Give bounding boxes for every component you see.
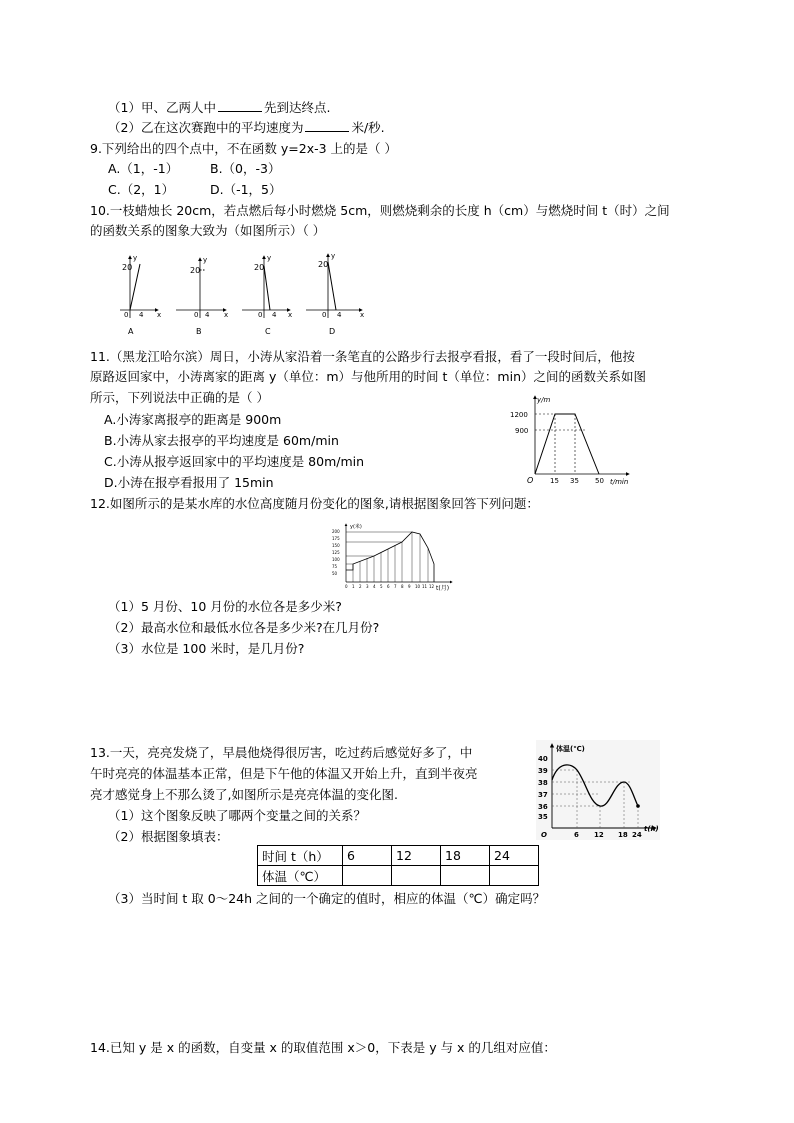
- graph-c-label: C: [265, 327, 271, 336]
- table-cell-blank: [490, 866, 539, 886]
- graph-d-x-value: 4: [337, 311, 342, 319]
- graph-a-y-axis-label: y: [133, 254, 138, 262]
- y-tick: 100: [332, 557, 340, 562]
- q10-graph-c: [242, 254, 292, 336]
- x-tick: 5: [380, 584, 383, 589]
- q12-question-3: （3）水位是 100 米时，是几月份?: [108, 641, 305, 656]
- x-tick: 8: [401, 584, 404, 589]
- y-tick: 125: [332, 550, 340, 555]
- graph-c-y-axis-label: y: [267, 254, 272, 262]
- graph-b-x-value: 4: [205, 311, 210, 319]
- graph-a-x-axis-label: x: [157, 311, 162, 319]
- y-tick: 37: [538, 791, 548, 799]
- graph-d-line: [328, 262, 336, 310]
- y-tick: 150: [332, 543, 340, 548]
- x-tick: 6: [387, 584, 390, 589]
- q13-chart: [536, 740, 660, 840]
- q11-stem-line2: 原路返回家中，小涛离家的距离 y（单位：m）与他所用的时间 t（单位：min）之间的函数关系如图: [90, 369, 646, 384]
- y-tick: 36: [538, 803, 548, 811]
- answer-blank: [218, 99, 262, 112]
- q8-sub1: （1）甲、乙两人中 先到达终点.: [108, 100, 331, 115]
- graph-a-y-value: 20: [122, 263, 133, 272]
- x-tick: 9: [408, 584, 411, 589]
- x-tick: 35: [570, 477, 579, 485]
- table-cell: 24: [490, 846, 539, 866]
- origin-label: O: [527, 476, 534, 485]
- table-cell-blank: [441, 866, 490, 886]
- y-tick: 175: [332, 536, 340, 541]
- q9-option-a: A.（1，-1）: [108, 161, 179, 176]
- y-tick: 50: [332, 571, 338, 576]
- q13-stem-line3: 亮才感觉身上不那么烫了,如图所示是亮亮体温的变化图.: [90, 787, 398, 802]
- q12-question-1: （1）5 月份、10 月份的水位各是多少米?: [108, 599, 342, 614]
- x-tick: 7: [394, 584, 397, 589]
- table-cell: 18: [441, 846, 490, 866]
- graph-d-y-value: 20: [318, 260, 329, 269]
- q10-stem-line1: 10.一枝蜡烛长 20cm，若点燃后每小时燃烧 5cm，则燃烧剩余的长度 h（cm）与燃烧时间 t（时）之间: [90, 203, 670, 218]
- table-cell-blank: [392, 866, 441, 886]
- y-label: y/m: [537, 396, 551, 404]
- q10-graph-a: [120, 254, 161, 336]
- q12-question-2: （2）最高水位和最低水位各是多少米?在几月份?: [108, 620, 380, 635]
- graph-d-y-axis-label: y: [331, 252, 336, 260]
- table-cell-blank: [343, 866, 392, 886]
- x-tick: 1: [352, 584, 355, 589]
- answer-blank: [305, 119, 349, 132]
- y-tick: 40: [538, 755, 548, 763]
- q14-stem: 14.已知 y 是 x 的函数，自变量 x 的取值范围 x＞0，下表是 y 与 x 的几组对应值：: [90, 1040, 556, 1055]
- y-tick: 1200: [510, 411, 528, 419]
- graph-b-y-value: 20: [190, 266, 201, 275]
- q11-stem-line3: 所示，下列说法中正确的是（ ）: [90, 390, 269, 405]
- graph-c-x-value: 4: [272, 311, 277, 319]
- x-tick: 6: [574, 831, 579, 839]
- origin-label: O: [541, 831, 547, 839]
- graph-a-origin: 0: [124, 311, 129, 319]
- q10-graph-d: [306, 252, 364, 336]
- q9-option-c: C.（2，1）: [108, 182, 175, 197]
- q11-stem-line1: 11.（黑龙江哈尔滨）周日，小涛从家沿着一条笔直的公路步行去报亭看报，看了一段时间后，他按: [90, 349, 635, 364]
- q8-sub2: （2）乙在这次赛跑中的平均速度为 米/秒.: [108, 120, 385, 135]
- q13-table: [257, 845, 539, 886]
- table-header-cell: 时间 t（h）: [258, 846, 343, 866]
- q9-stem: 9.下列给出的四个点中，不在函数 y=2x-3 上的是（ ）: [90, 141, 398, 156]
- y-tick: 900: [515, 427, 529, 435]
- graph-b-x-axis-label: x: [224, 311, 229, 319]
- y-tick: 35: [538, 813, 548, 821]
- q12-stem: 12.如图所示的是某水库的水位高度随月份变化的图象,请根据图象回答下列问题：: [90, 496, 539, 511]
- x-label: t(h): [644, 825, 659, 833]
- q11-option-a: A.小涛家离报亭的距离是 900m: [104, 412, 282, 427]
- graph-c-line: [264, 266, 270, 310]
- q11-option-d: D.小涛在报亭看报用了 15min: [104, 475, 274, 490]
- q13-sub2: （2）根据图象填表：: [108, 829, 229, 844]
- q10-graph-b: [176, 256, 228, 336]
- table-cell: 12: [392, 846, 441, 866]
- table-cell: 6: [343, 846, 392, 866]
- graph-b-label: B: [196, 327, 202, 336]
- q11-chart: [505, 392, 635, 488]
- graph-c-y-value: 20: [254, 263, 265, 272]
- x-tick: 3: [366, 584, 369, 589]
- q10-stem-line2: 的函数关系的图象大致为（如图所示）（ ）: [90, 223, 326, 238]
- q11-option-b: B.小涛从家去报亭的平均速度是 60m/min: [104, 433, 339, 448]
- q13-stem-line2: 午时亮亮的体温基本正常，但是下午他的体温又开始上升，直到半夜亮: [90, 766, 478, 781]
- y-label: y(米): [350, 524, 362, 530]
- y-tick: 38: [538, 779, 548, 787]
- x-tick: 0: [345, 584, 348, 589]
- graph-b-origin: 0: [194, 311, 199, 319]
- x-tick: 12: [594, 831, 604, 839]
- y-tick: 39: [538, 767, 548, 775]
- graph-c-origin: 0: [258, 311, 263, 319]
- graph-c-x-axis-label: x: [288, 311, 293, 319]
- x-tick: 24: [632, 831, 642, 839]
- x-tick: 11: [422, 584, 428, 589]
- q9-option-b: B.（0，-3）: [210, 161, 281, 176]
- graph-a-label: A: [128, 327, 134, 336]
- x-tick: 4: [373, 584, 376, 589]
- graph-b-y-axis-label: y: [203, 256, 208, 264]
- x-tick: 15: [550, 477, 559, 485]
- q10-graphs: [110, 248, 370, 340]
- x-tick: 2: [359, 584, 362, 589]
- graph-d-x-axis-label: x: [360, 311, 365, 319]
- q13-stem-line1: 13.一天，亮亮发烧了，早晨他烧得很厉害，吃过药后感觉好多了，中: [90, 745, 473, 760]
- q13-sub3: （3）当时间 t 取 0～24h 之间的一个确定的值时，相应的体温（℃）确定吗？: [108, 891, 546, 906]
- q11-option-c: C.小涛从报亭返回家中的平均速度是 80m/min: [104, 454, 365, 469]
- y-tick: 75: [332, 564, 338, 569]
- q9-option-d: D.（-1，5）: [210, 182, 282, 197]
- graph-d-label: D: [329, 327, 336, 336]
- distance-line: [535, 414, 599, 474]
- table-row: [258, 866, 539, 886]
- graph-d-origin: 0: [322, 311, 327, 319]
- table-header-cell: 体温（℃）: [258, 866, 343, 886]
- x-label: t/min: [610, 478, 629, 486]
- table-row: [258, 846, 539, 866]
- x-tick: 10: [415, 584, 421, 589]
- x-label: t(月): [436, 585, 450, 592]
- q13-sub1: （1）这个图象反映了哪两个变量之间的关系？: [108, 808, 366, 823]
- x-tick: 12: [429, 584, 435, 589]
- x-tick: 50: [595, 477, 604, 485]
- graph-a-x-value: 4: [139, 311, 144, 319]
- x-tick: 18: [618, 831, 628, 839]
- q12-chart: [330, 520, 460, 592]
- y-tick: 200: [332, 529, 340, 534]
- y-label: 体温(℃): [556, 745, 585, 753]
- water-level-line: [346, 532, 434, 582]
